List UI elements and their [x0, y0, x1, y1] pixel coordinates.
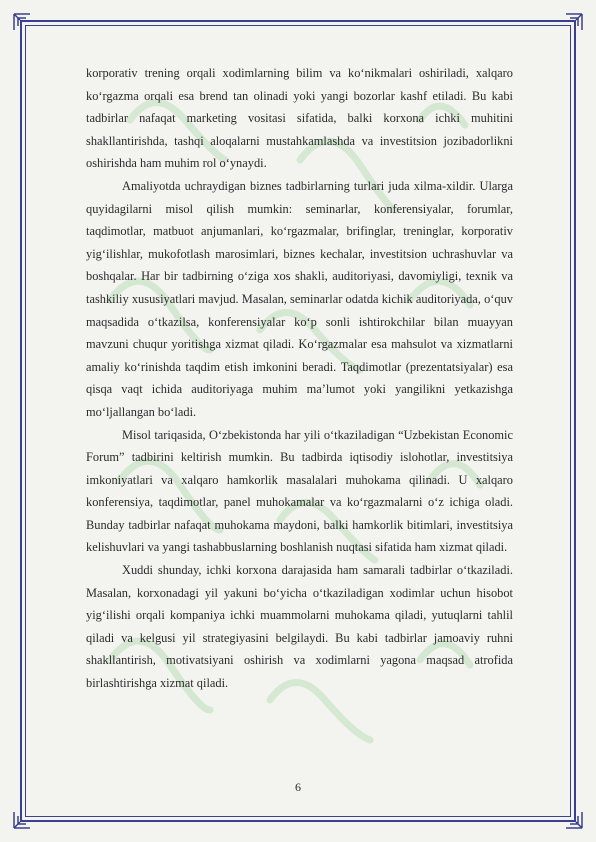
corner-ornament-icon: [12, 810, 32, 830]
paragraph-4: Xuddi shunday, ichki korxona darajasida ham samarali tadbirlar o‘tkaziladi. Masalan, korxonadagi yil yakuni bo‘yicha o‘tkaziladigan xodimlar uchun hisobot yig‘ilishi orqali kompaniya ichki muammolarni muhokama qiladi, yutuqlarni tahlil qiladi va kelgusi yil strategiyasini belgilaydi. Bu kabi tadbirlar jamoaviy ruhni shakllantirish, motivatsiyani oshirish va xodimlarni yagona maqsad atrofida birlashtirishga xizmat qiladi.: [86, 563, 513, 691]
paragraph-3: Misol tariqasida, O‘zbekistonda har yili o‘tkaziladigan “Uzbekistan Economic Forum” tadbirini keltirish mumkin. Bu tadbirda iqtisodiy islohotlar, investitsiya imkoniyatlari va xalqaro hamkorlik masalalari muhokama qilinadi. U xalqaro konferensiya, taqdimotlar, panel muhokamalar va ko‘rgazmalarni o‘z ichiga oladi. Bunday tadbirlar nafaqat muhokama maydoni, balki hamkorlik bitimlari, investitsiya kelishuvlari va yangi tashabbuslarning boshlanish nuqtasi sifatida ham xizmat qiladi.: [86, 427, 513, 555]
page-number: 6: [295, 780, 301, 794]
paragraph-2: Amaliyotda uchraydigan biznes tadbirlarning turlari juda xilma-xildir. Ularga quyidagilarni misol qilish mumkin: seminarlar, konferensiyalar, forumlar, taqdimotlar, matbuot anjumanlari, ko‘rgazmalar, brifinglar, treninglar, korporativ yig‘ilishlar, mukofotlash marosimlari, biznes kechalar, investitsion uchrashuvlar va boshqalar. Har bir tadbirning o‘ziga xos shakli, auditoriyasi, davomiyligi, texnik va tashkiliy xususiyatlari mavjud. Masalan, seminarlar odatda kichik auditoriyada, o‘quv maqsadida o‘tkazilsa, konferensiyalar ko‘p sonli ishtirokchilar bilan muayyan mavzuni chuqur yoritishga xizmat qiladi. Ko‘rgazmalar esa mahsulot va xizmatlarni amaliy ko‘rinishda taqdim etish imkonini beradi. Taqdimotlar (prezentatsiyalar) esa qisqa vaqt ichida auditoriyaga muhim ma’lumot yoki yangilikni yetkazishga mo‘ljallangan bo‘ladi.: [86, 178, 513, 419]
body-text: [86, 62, 513, 695]
paragraph-1: korporativ trening orqali xodimlarning bilim va ko‘nikmalari oshiriladi, xalqaro ko‘rgazma orqali esa brend tan olinadi yoki yangi bozorlar kashf etiladi. Bu kabi tadbirlar nafaqat marketing vositasi sifatida, balki korxona ichki muhitini shakllantirishda, tashqi aloqalarni mustahkamlashda va investitsion jozibadorlikni oshirishda ham muhim rol o‘ynaydi.: [86, 66, 513, 171]
corner-ornament-icon: [12, 12, 32, 32]
corner-ornament-icon: [564, 12, 584, 32]
corner-ornament-icon: [564, 810, 584, 830]
